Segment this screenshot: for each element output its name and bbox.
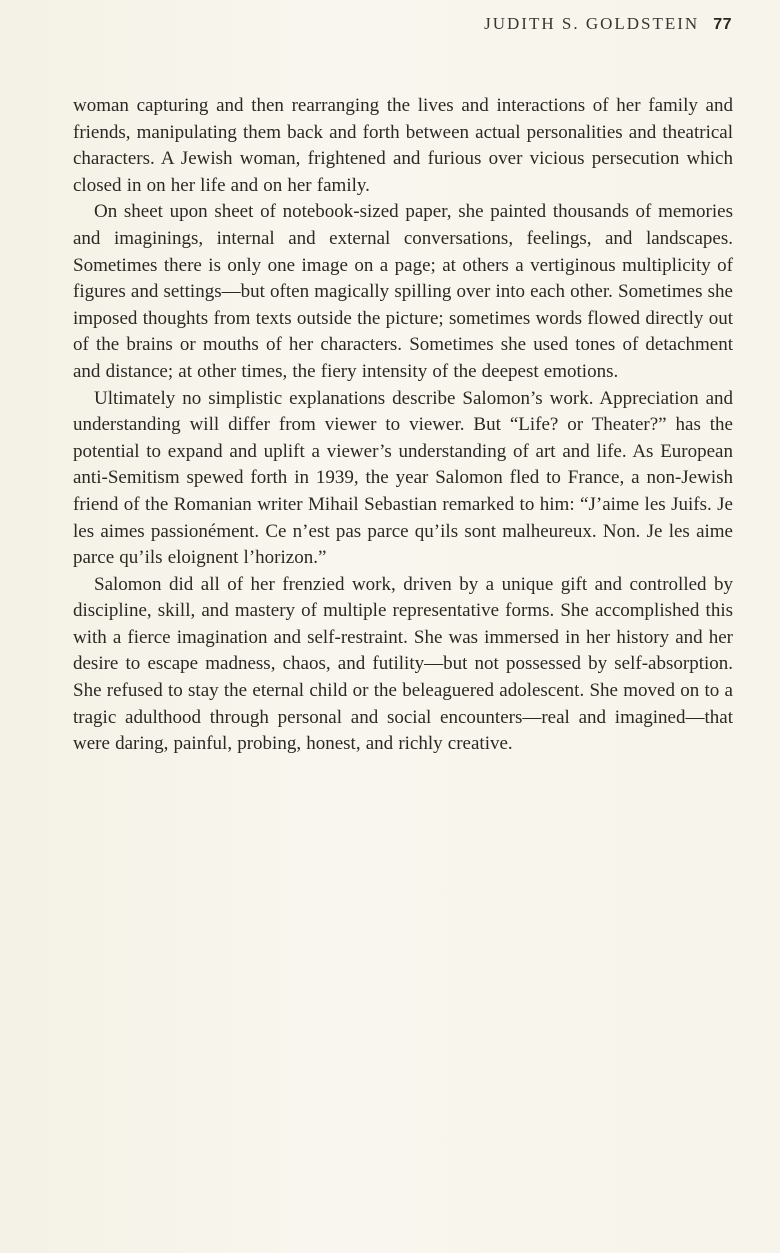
- running-head: [484, 14, 732, 38]
- paragraph-3: Ultimately no simplistic explanations describe Salomon’s work. Appreciation and understanding will differ from viewer to viewer. But “Life? or Theater?” has the potential to expand and uplift a viewer’s understanding of art and life. As European anti-Semitism spewed forth in 1939, the year Salomon fled to France, a non-Jewish friend of the Romanian writer Mihail Sebastian remarked to him: “J’aime les Juifs. Je les aimes passionément. Ce n’est pas parce qu’ils sont malheureux. Non. Je les aime parce qu’ils eloignent l’horizon.”: [73, 387, 733, 569]
- paragraph-1: woman capturing and then rearranging the lives and interactions of her family and friends, manipulating them back and forth between actual personalities and theatrical characters. A Jewish woman, frightened and furious over vicious persecution which closed in on her life and on her family.: [73, 95, 733, 196]
- body-text: [73, 93, 733, 758]
- running-head-author: JUDITH S. GOLDSTEIN: [484, 14, 700, 33]
- paragraph-2: On sheet upon sheet of notebook-sized paper, she painted thousands of memories and imaginings, internal and external conversations, feelings, and landscapes. Sometimes there is only one image on a page; at others a vertiginous multiplicity of figures and settings—but often magically spilling over into each other. Sometimes she imposed thoughts from texts outside the picture; sometimes words flowed directly out of the brains or mouths of her characters. Sometimes she used tones of detachment and distance; at other times, the fiery intensity of the deepest emotions.: [73, 201, 733, 382]
- page-number: 77: [713, 16, 732, 33]
- paragraph-4: Salomon did all of her frenzied work, driven by a unique gift and controlled by discipline, skill, and mastery of multiple representative forms. She accomplished this with a fierce imagination and self-restraint. She was immersed in her history and her desire to escape madness, chaos, and futility—but not possessed by self-absorption. She refused to stay the eternal child or the beleaguered adolescent. She moved on to a tragic adulthood through personal and social encounters—real and imagined—that were daring, painful, probing, honest, and richly creative.: [73, 573, 733, 755]
